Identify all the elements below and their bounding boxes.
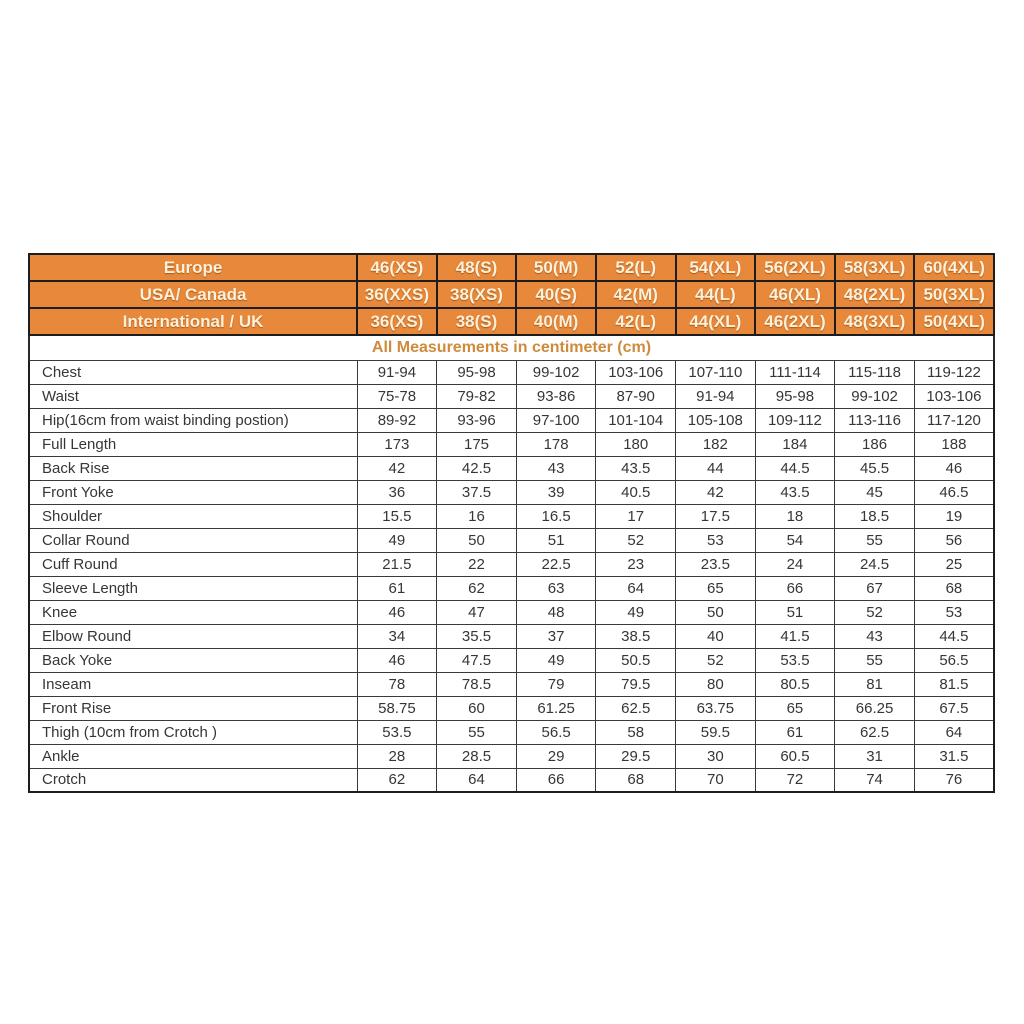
value-cell: 64 — [596, 576, 676, 600]
measurement-label: Knee — [29, 600, 357, 624]
units-banner-row — [29, 335, 994, 360]
value-cell: 175 — [437, 432, 517, 456]
measurement-label: Full Length — [29, 432, 357, 456]
value-cell: 173 — [357, 432, 437, 456]
value-cell: 178 — [516, 432, 596, 456]
value-cell: 41.5 — [755, 624, 835, 648]
value-cell: 46 — [357, 648, 437, 672]
measurement-label: Elbow Round — [29, 624, 357, 648]
value-cell: 56 — [914, 528, 994, 552]
measurement-row — [29, 504, 994, 528]
measurement-row — [29, 624, 994, 648]
value-cell: 47 — [437, 600, 517, 624]
value-cell: 18.5 — [835, 504, 915, 528]
value-cell: 46.5 — [914, 480, 994, 504]
measurement-label: Sleeve Length — [29, 576, 357, 600]
size-chart — [28, 253, 995, 793]
measurement-label: Front Rise — [29, 696, 357, 720]
size-cell: 60(4XL) — [914, 254, 994, 281]
value-cell: 43 — [516, 456, 596, 480]
value-cell: 22.5 — [516, 552, 596, 576]
value-cell: 79.5 — [596, 672, 676, 696]
value-cell: 43 — [835, 624, 915, 648]
value-cell: 58 — [596, 720, 676, 744]
measurement-row — [29, 528, 994, 552]
value-cell: 46 — [914, 456, 994, 480]
value-cell: 74 — [835, 768, 915, 792]
measurement-label: Collar Round — [29, 528, 357, 552]
value-cell: 56.5 — [914, 648, 994, 672]
value-cell: 19 — [914, 504, 994, 528]
measurement-row — [29, 696, 994, 720]
size-cell: 46(XL) — [755, 281, 835, 308]
value-cell: 91-94 — [676, 384, 756, 408]
value-cell: 28 — [357, 744, 437, 768]
value-cell: 62 — [357, 768, 437, 792]
value-cell: 51 — [516, 528, 596, 552]
value-cell: 117-120 — [914, 408, 994, 432]
value-cell: 56.5 — [516, 720, 596, 744]
value-cell: 95-98 — [437, 360, 517, 384]
value-cell: 66 — [755, 576, 835, 600]
value-cell: 61.25 — [516, 696, 596, 720]
value-cell: 68 — [914, 576, 994, 600]
value-cell: 25 — [914, 552, 994, 576]
measurement-row — [29, 672, 994, 696]
value-cell: 42.5 — [437, 456, 517, 480]
region-label: Europe — [29, 254, 357, 281]
value-cell: 23.5 — [676, 552, 756, 576]
value-cell: 36 — [357, 480, 437, 504]
value-cell: 40.5 — [596, 480, 676, 504]
value-cell: 180 — [596, 432, 676, 456]
measurement-row — [29, 456, 994, 480]
size-cell: 54(XL) — [676, 254, 756, 281]
value-cell: 68 — [596, 768, 676, 792]
value-cell: 16.5 — [516, 504, 596, 528]
value-cell: 17 — [596, 504, 676, 528]
value-cell: 37.5 — [437, 480, 517, 504]
value-cell: 51 — [755, 600, 835, 624]
value-cell: 24.5 — [835, 552, 915, 576]
value-cell: 67 — [835, 576, 915, 600]
size-cell: 50(M) — [516, 254, 596, 281]
value-cell: 31 — [835, 744, 915, 768]
value-cell: 15.5 — [357, 504, 437, 528]
value-cell: 46 — [357, 600, 437, 624]
value-cell: 89-92 — [357, 408, 437, 432]
value-cell: 38.5 — [596, 624, 676, 648]
size-cell: 58(3XL) — [835, 254, 915, 281]
measurement-row — [29, 744, 994, 768]
size-cell: 48(S) — [437, 254, 517, 281]
value-cell: 49 — [516, 648, 596, 672]
value-cell: 45.5 — [835, 456, 915, 480]
region-label: USA/ Canada — [29, 281, 357, 308]
value-cell: 119-122 — [914, 360, 994, 384]
value-cell: 184 — [755, 432, 835, 456]
value-cell: 78.5 — [437, 672, 517, 696]
measurement-label: Back Rise — [29, 456, 357, 480]
size-cell: 50(3XL) — [914, 281, 994, 308]
value-cell: 49 — [596, 600, 676, 624]
value-cell: 18 — [755, 504, 835, 528]
value-cell: 93-96 — [437, 408, 517, 432]
value-cell: 21.5 — [357, 552, 437, 576]
value-cell: 58.75 — [357, 696, 437, 720]
size-cell: 42(M) — [596, 281, 676, 308]
measurement-label: Shoulder — [29, 504, 357, 528]
size-cell: 56(2XL) — [755, 254, 835, 281]
value-cell: 80.5 — [755, 672, 835, 696]
value-cell: 103-106 — [596, 360, 676, 384]
value-cell: 62.5 — [596, 696, 676, 720]
value-cell: 52 — [835, 600, 915, 624]
value-cell: 53 — [676, 528, 756, 552]
value-cell: 79 — [516, 672, 596, 696]
size-cell: 42(L) — [596, 308, 676, 335]
value-cell: 101-104 — [596, 408, 676, 432]
measurement-label: Waist — [29, 384, 357, 408]
measurement-label: Cuff Round — [29, 552, 357, 576]
value-cell: 186 — [835, 432, 915, 456]
value-cell: 53 — [914, 600, 994, 624]
measurement-row — [29, 480, 994, 504]
value-cell: 182 — [676, 432, 756, 456]
value-cell: 61 — [755, 720, 835, 744]
value-cell: 76 — [914, 768, 994, 792]
value-cell: 113-116 — [835, 408, 915, 432]
value-cell: 72 — [755, 768, 835, 792]
value-cell: 48 — [516, 600, 596, 624]
value-cell: 43.5 — [596, 456, 676, 480]
value-cell: 59.5 — [676, 720, 756, 744]
value-cell: 55 — [835, 648, 915, 672]
value-cell: 43.5 — [755, 480, 835, 504]
value-cell: 87-90 — [596, 384, 676, 408]
header-row — [29, 308, 994, 335]
measurement-row — [29, 432, 994, 456]
value-cell: 52 — [596, 528, 676, 552]
measurement-label: Chest — [29, 360, 357, 384]
value-cell: 103-106 — [914, 384, 994, 408]
size-cell: 36(XS) — [357, 308, 437, 335]
value-cell: 66 — [516, 768, 596, 792]
value-cell: 60.5 — [755, 744, 835, 768]
value-cell: 54 — [755, 528, 835, 552]
value-cell: 99-102 — [835, 384, 915, 408]
measurement-label: Thigh (10cm from Crotch ) — [29, 720, 357, 744]
size-cell: 44(XL) — [676, 308, 756, 335]
value-cell: 50.5 — [596, 648, 676, 672]
header-row — [29, 254, 994, 281]
value-cell: 24 — [755, 552, 835, 576]
value-cell: 34 — [357, 624, 437, 648]
size-cell: 52(L) — [596, 254, 676, 281]
value-cell: 97-100 — [516, 408, 596, 432]
measurement-row — [29, 720, 994, 744]
value-cell: 105-108 — [676, 408, 756, 432]
measurement-row — [29, 768, 994, 792]
value-cell: 31.5 — [914, 744, 994, 768]
size-cell: 46(2XL) — [755, 308, 835, 335]
value-cell: 67.5 — [914, 696, 994, 720]
value-cell: 93-86 — [516, 384, 596, 408]
value-cell: 52 — [676, 648, 756, 672]
value-cell: 50 — [437, 528, 517, 552]
size-cell: 46(XS) — [357, 254, 437, 281]
value-cell: 62.5 — [835, 720, 915, 744]
size-cell: 44(L) — [676, 281, 756, 308]
value-cell: 55 — [437, 720, 517, 744]
value-cell: 17.5 — [676, 504, 756, 528]
value-cell: 78 — [357, 672, 437, 696]
value-cell: 22 — [437, 552, 517, 576]
value-cell: 55 — [835, 528, 915, 552]
size-table — [28, 253, 995, 793]
measurement-row — [29, 408, 994, 432]
size-cell: 48(2XL) — [835, 281, 915, 308]
value-cell: 61 — [357, 576, 437, 600]
value-cell: 23 — [596, 552, 676, 576]
value-cell: 64 — [914, 720, 994, 744]
value-cell: 49 — [357, 528, 437, 552]
value-cell: 81 — [835, 672, 915, 696]
value-cell: 99-102 — [516, 360, 596, 384]
measurement-row — [29, 552, 994, 576]
measurement-label: Hip(16cm from waist binding postion) — [29, 408, 357, 432]
value-cell: 44.5 — [914, 624, 994, 648]
value-cell: 29 — [516, 744, 596, 768]
value-cell: 75-78 — [357, 384, 437, 408]
measurement-label: Back Yoke — [29, 648, 357, 672]
value-cell: 111-114 — [755, 360, 835, 384]
value-cell: 40 — [676, 624, 756, 648]
value-cell: 50 — [676, 600, 756, 624]
value-cell: 39 — [516, 480, 596, 504]
value-cell: 53.5 — [755, 648, 835, 672]
value-cell: 44 — [676, 456, 756, 480]
value-cell: 42 — [357, 456, 437, 480]
value-cell: 28.5 — [437, 744, 517, 768]
value-cell: 81.5 — [914, 672, 994, 696]
measurement-label: Front Yoke — [29, 480, 357, 504]
size-cell: 40(M) — [516, 308, 596, 335]
value-cell: 30 — [676, 744, 756, 768]
value-cell: 64 — [437, 768, 517, 792]
value-cell: 42 — [676, 480, 756, 504]
value-cell: 16 — [437, 504, 517, 528]
value-cell: 62 — [437, 576, 517, 600]
value-cell: 44.5 — [755, 456, 835, 480]
value-cell: 47.5 — [437, 648, 517, 672]
value-cell: 63.75 — [676, 696, 756, 720]
value-cell: 79-82 — [437, 384, 517, 408]
value-cell: 35.5 — [437, 624, 517, 648]
value-cell: 107-110 — [676, 360, 756, 384]
measurement-row — [29, 600, 994, 624]
header-row — [29, 281, 994, 308]
value-cell: 53.5 — [357, 720, 437, 744]
size-cell: 36(XXS) — [357, 281, 437, 308]
measurement-row — [29, 360, 994, 384]
size-cell: 40(S) — [516, 281, 596, 308]
value-cell: 37 — [516, 624, 596, 648]
region-label: International / UK — [29, 308, 357, 335]
measurement-label: Crotch — [29, 768, 357, 792]
measurement-label: Inseam — [29, 672, 357, 696]
measurement-row — [29, 384, 994, 408]
value-cell: 65 — [755, 696, 835, 720]
units-banner: All Measurements in centimeter (cm) — [29, 335, 994, 360]
size-cell: 38(S) — [437, 308, 517, 335]
value-cell: 188 — [914, 432, 994, 456]
measurement-row — [29, 576, 994, 600]
size-cell: 50(4XL) — [914, 308, 994, 335]
value-cell: 45 — [835, 480, 915, 504]
measurement-row — [29, 648, 994, 672]
value-cell: 80 — [676, 672, 756, 696]
size-cell: 48(3XL) — [835, 308, 915, 335]
measurement-label: Ankle — [29, 744, 357, 768]
value-cell: 63 — [516, 576, 596, 600]
value-cell: 91-94 — [357, 360, 437, 384]
value-cell: 70 — [676, 768, 756, 792]
value-cell: 109-112 — [755, 408, 835, 432]
value-cell: 66.25 — [835, 696, 915, 720]
value-cell: 65 — [676, 576, 756, 600]
value-cell: 29.5 — [596, 744, 676, 768]
size-cell: 38(XS) — [437, 281, 517, 308]
value-cell: 60 — [437, 696, 517, 720]
value-cell: 95-98 — [755, 384, 835, 408]
value-cell: 115-118 — [835, 360, 915, 384]
